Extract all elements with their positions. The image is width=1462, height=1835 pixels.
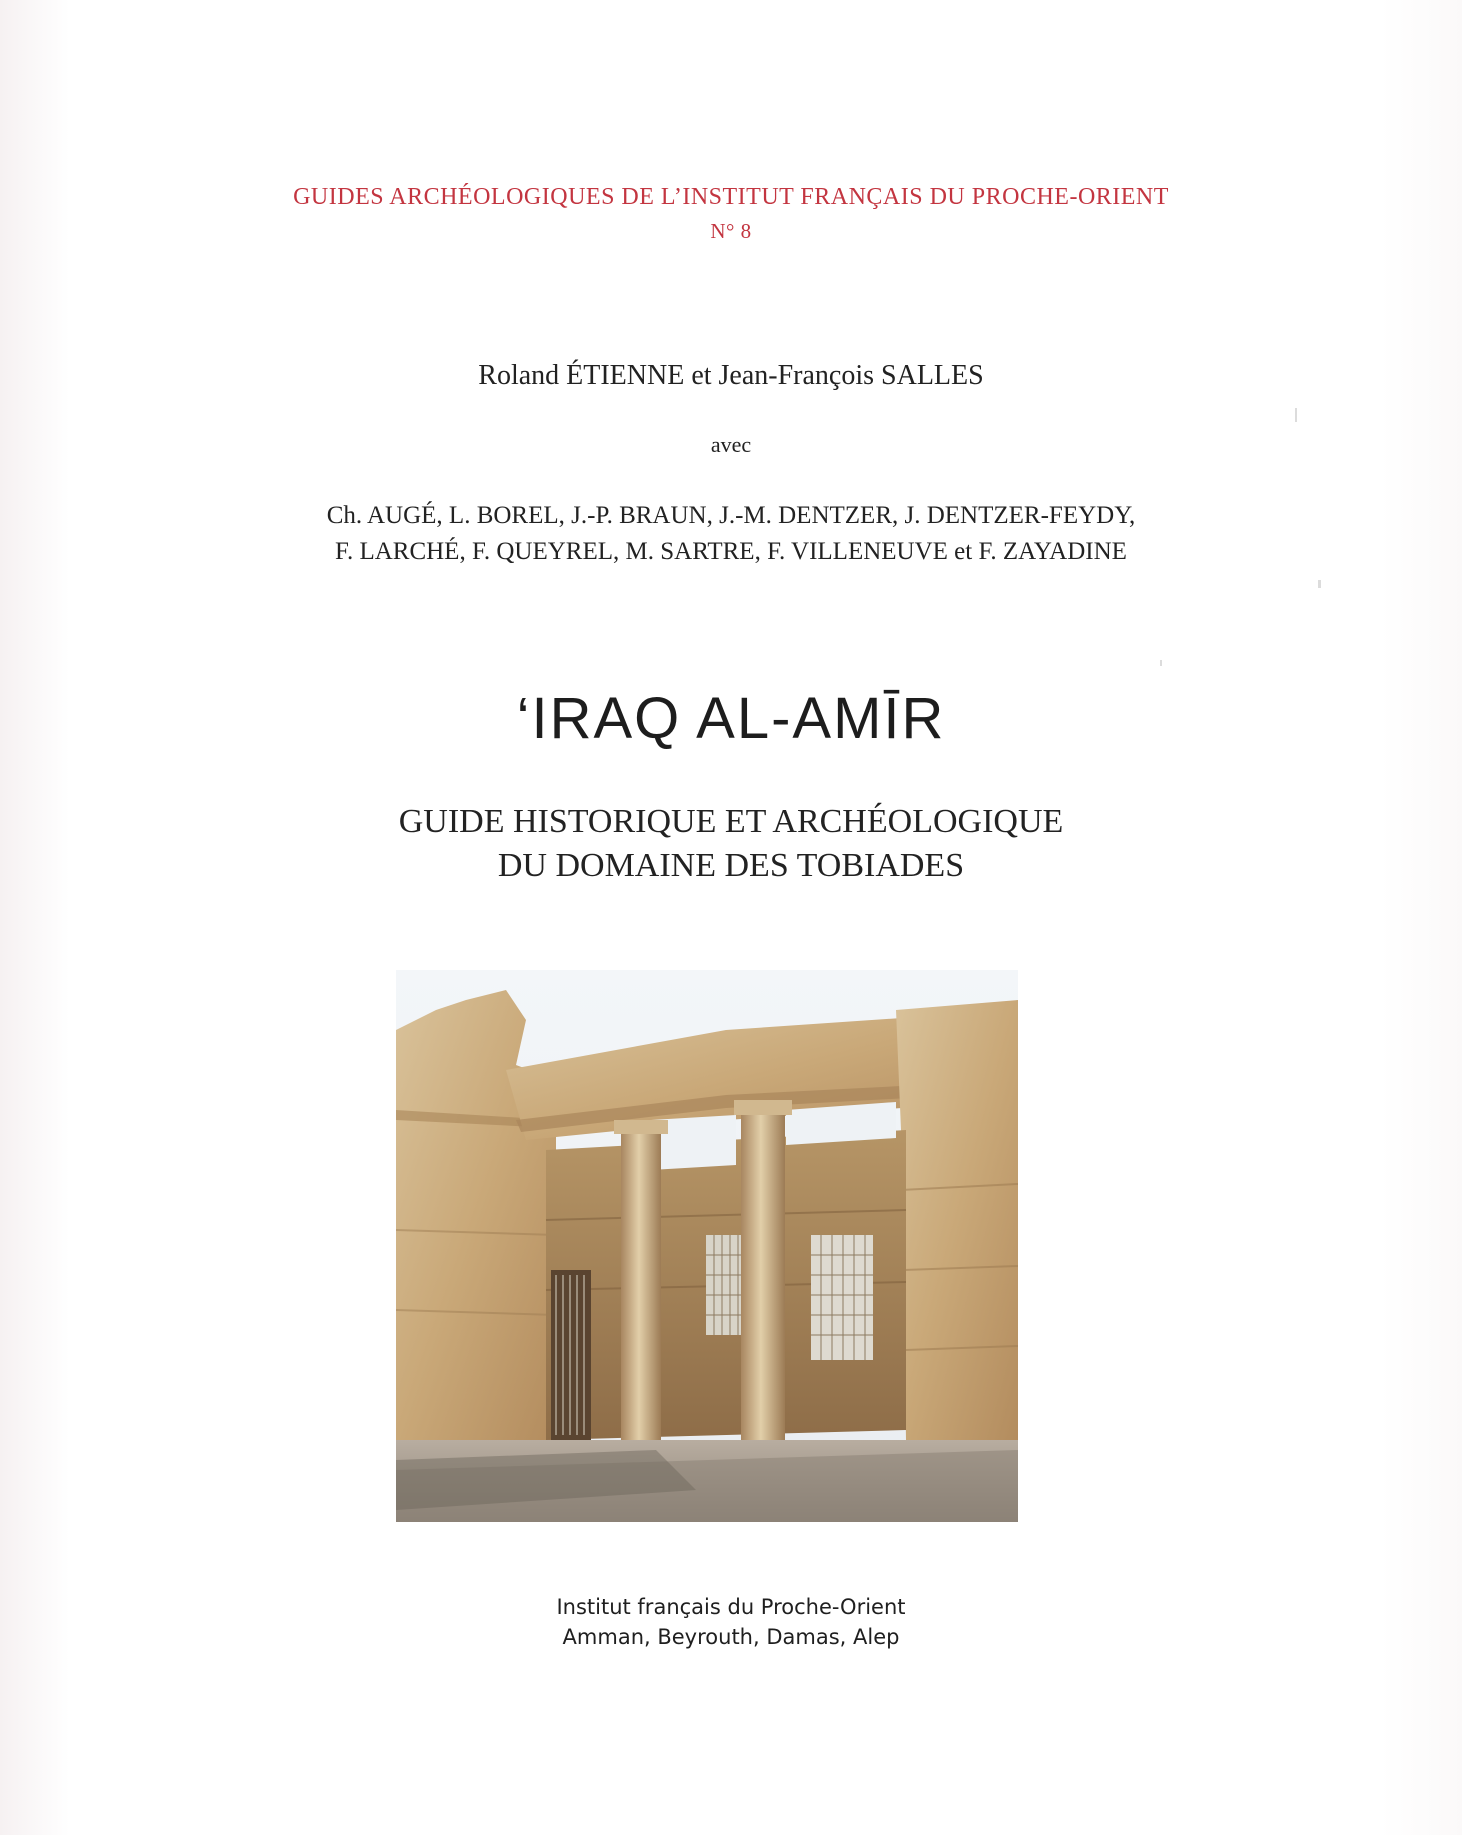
subtitle-line-1: GUIDE HISTORIQUE ET ARCHÉOLOGIQUE <box>398 803 1064 840</box>
publisher-cities: Amman, Beyrouth, Damas, Alep <box>562 1625 900 1649</box>
contributors-line-2: F. LARCHÉ, F. QUEYREL, M. SARTRE, F. VILLENEUVE et F. ZAYADINE <box>335 538 1127 565</box>
contributors <box>0 498 1462 570</box>
temple-facade-photo-icon <box>396 970 1018 1522</box>
subtitle-line-2: DU DOMAINE DES TOBIADES <box>497 847 965 884</box>
book-subtitle <box>0 800 1462 888</box>
series-header <box>0 180 1462 248</box>
authors-connector: avec <box>710 432 752 457</box>
publisher-name: Institut français du Proche-Orient <box>556 1595 906 1619</box>
main-authors: Roland ÉTIENNE et Jean-François SALLES <box>478 360 984 391</box>
paper-speck <box>1160 660 1162 666</box>
series-number: N° 8 <box>710 219 752 243</box>
series-name: GUIDES ARCHÉOLOGIQUES DE L’INSTITUT FRANÇAIS DU PROCHE-ORIENT <box>293 184 1169 210</box>
paper-speck <box>1295 408 1297 422</box>
book-title: ‘IRAQ AL-AMĪR <box>516 686 946 751</box>
cover-photo <box>396 970 1018 1522</box>
paper-speck <box>1318 580 1321 588</box>
contributors-line-1: Ch. AUGÉ, L. BOREL, J.-P. BRAUN, J.-M. DENTZER, J. DENTZER-FEYDY, <box>326 502 1136 529</box>
publisher <box>0 1592 1462 1652</box>
